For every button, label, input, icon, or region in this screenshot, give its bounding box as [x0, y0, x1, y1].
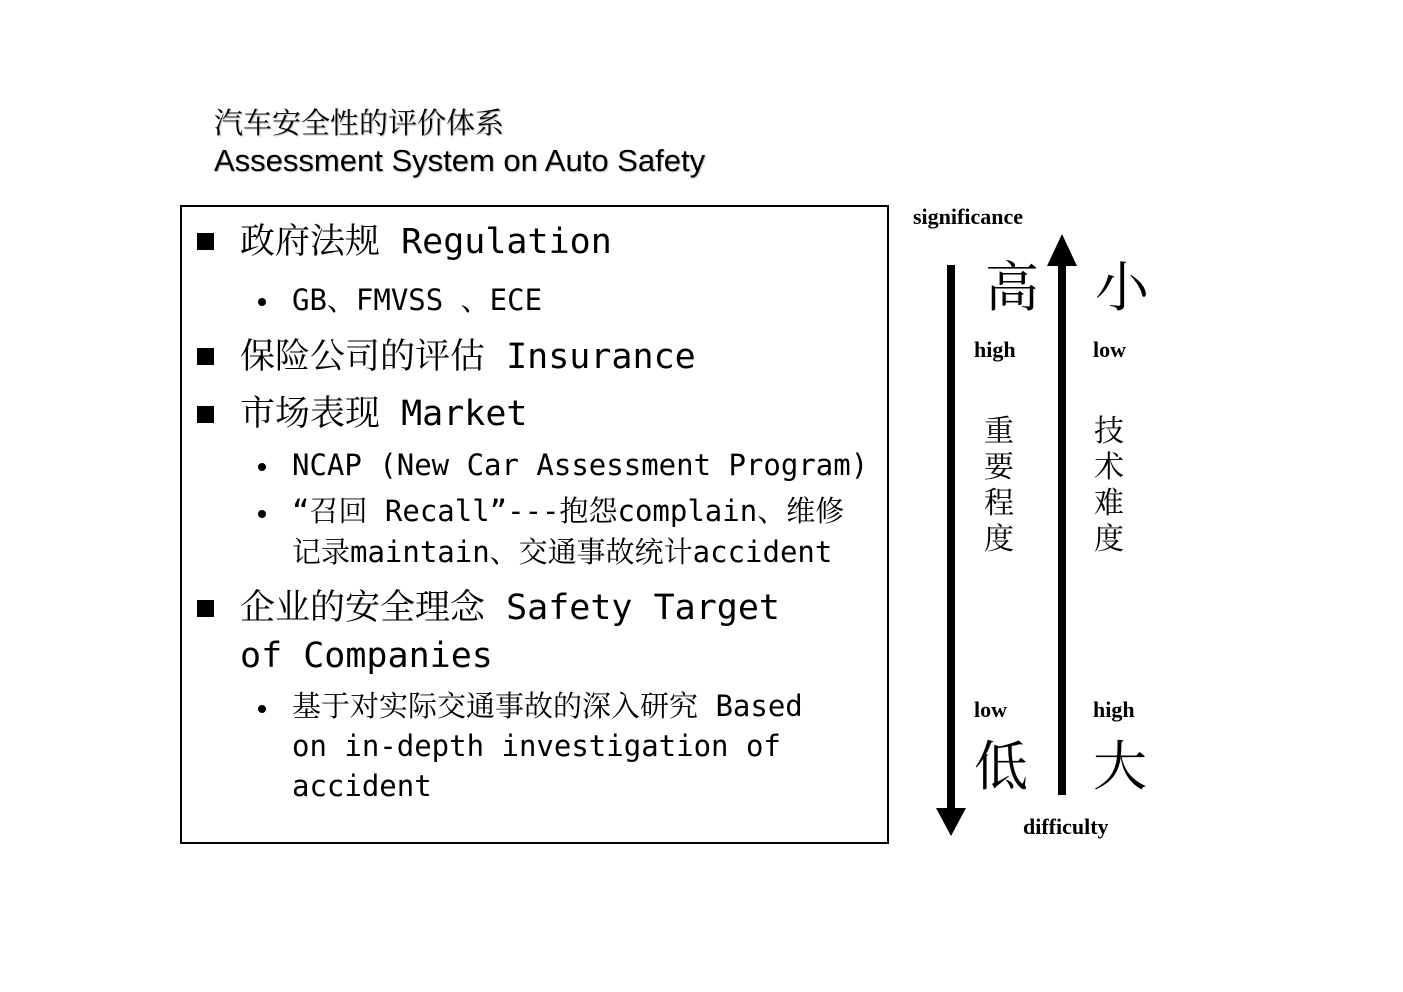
significance-arrow-down	[936, 265, 966, 836]
page-title-zh: 汽车安全性的评价体系	[214, 106, 505, 140]
list-item-ncap: NCAP (New Car Assessment Program)	[292, 448, 869, 482]
list-item-research-line3: accident	[292, 769, 432, 803]
difficulty-high-en: high	[1093, 697, 1135, 722]
significance-name-zh: 重要程度	[984, 414, 1014, 557]
significance-low-en: low	[974, 697, 1007, 722]
difficulty-label: difficulty	[1023, 814, 1109, 839]
difficulty-name-zh: 技术难度	[1094, 414, 1124, 557]
significance-high-zh: 高	[985, 256, 1039, 319]
list-item-recall-line2: 记录maintain、交通事故统计accident	[292, 535, 833, 569]
list-item-research-line2: on in-depth investigation of	[292, 729, 781, 763]
difficulty-low-en: low	[1093, 337, 1126, 362]
list-item-regulation: 政府法规 Regulation	[240, 222, 612, 262]
significance-low-zh: 低	[974, 735, 1028, 798]
list-item-regulation-sub: GB、FMVSS 、ECE	[292, 283, 543, 317]
list-item-company-line1: 企业的安全理念 Safety Target	[240, 588, 781, 628]
significance-label: significance	[913, 204, 1023, 229]
list-item-recall-line1: “召回 Recall”---抱怨complain、维修	[292, 494, 845, 528]
difficulty-high-zh: 大	[1093, 735, 1147, 798]
list-item-insurance: 保险公司的评估 Insurance	[240, 337, 696, 377]
significance-high-en: high	[974, 337, 1016, 362]
difficulty-low-zh: 小	[1095, 256, 1149, 319]
list-item-market: 市场表现 Market	[240, 394, 528, 434]
page-title-en: Assessment System on Auto Safety	[214, 143, 706, 178]
list-item-research-line1: 基于对实际交通事故的深入研究 Based	[292, 689, 803, 723]
list-item-company-line2: of Companies	[240, 636, 493, 676]
difficulty-arrow-up	[1047, 234, 1077, 795]
